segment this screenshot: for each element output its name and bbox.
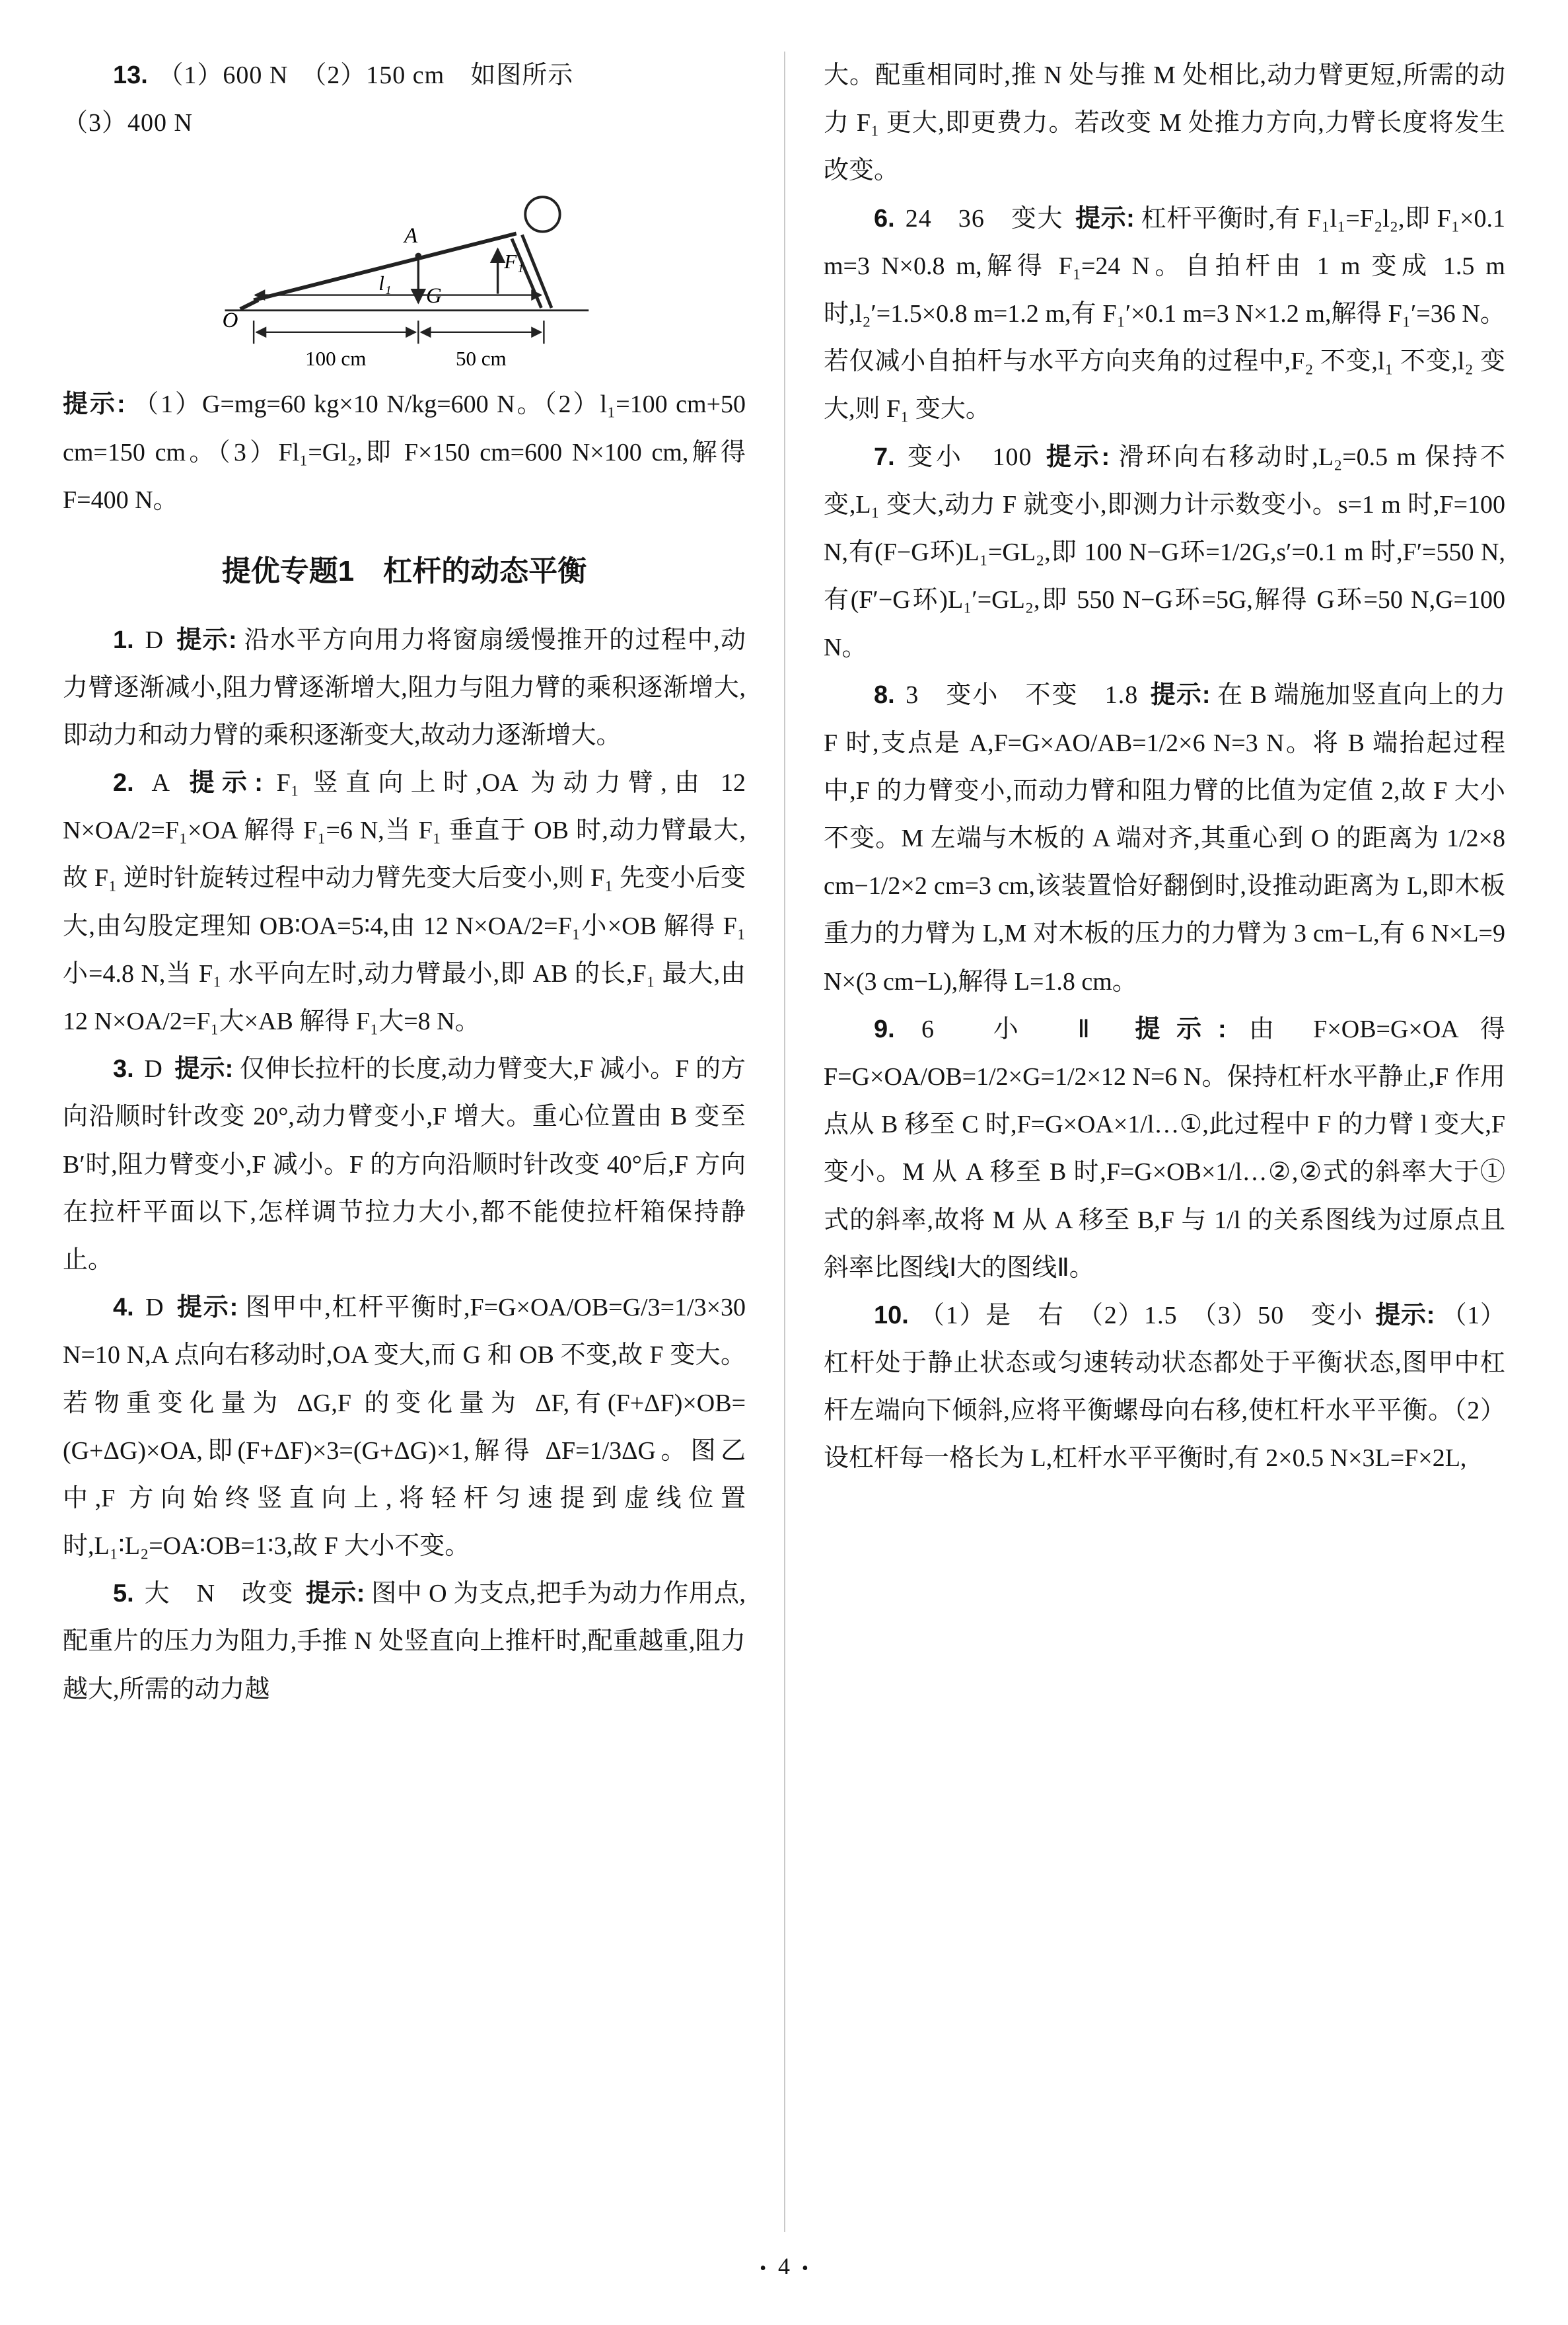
item-number: 13.	[113, 61, 148, 89]
item-number: 2.	[113, 769, 134, 797]
hint-text: 杠杆平衡时,有 F₁l₁=F₂l₂,即 F₁×0.1 m=3 N×0.8 m,解得 F₁=24 N。自拍杆由 1 m 变成 1.5 m 时,l₂′=1.5×0.8 m=1.2 m,有 F₁′×0.1 m=3 N×1.2 m,解得 F₁′=36 N。若仅减小自拍杆与水平方向夹角的过程中,F₂ 不变,l₁ 不变,l₂ 变大,则 F₁ 变大。	[824, 204, 1505, 424]
person-head	[525, 198, 559, 232]
label-G: G	[425, 284, 442, 309]
label-A: A	[404, 224, 418, 248]
hint-text: 图甲中,杠杆平衡时,F=G×OA/OB=G/3=1/3×30 N=10 N,A 点向右移动时,OA 变大,而 G 和 OB 不变,故 F 变大。若物重变化量为 ΔG,F 的变化量为 ΔF,有(F+ΔF)×OB=(G+ΔG)×OA,即(F+ΔF)×3=(G+ΔG)×1,解得 ΔF=1/3ΔG。图乙中,F 方向始终竖直向上,将轻杆匀速提到虚线位置时,L₁∶L₂=OA∶OB=1∶3,故 F 大小不变。	[63, 1294, 746, 1561]
page-content	[63, 52, 1505, 2232]
hint-text: （1）G=mg=60 kg×10 N/kg=600 N。（2）l₁=100 cm+50 cm=150 cm。（3）Fl₁=Gl₂,即 F×150 cm=600 N×100 cm,解得 F=400 N。	[63, 390, 746, 514]
hint-text: 图中 O 为支点,把手为动力作用点,配重片的压力为阻力,手推 N 处竖直向上推杆时,配重越重,阻力越大,所需的动力越	[63, 1580, 746, 1703]
answer-item-10	[824, 1292, 1505, 1483]
answer-item-4	[63, 1284, 746, 1570]
label-F1: F₁	[504, 250, 524, 274]
person-foot	[240, 301, 258, 310]
item-number: 1.	[113, 626, 134, 654]
section-title: 提优专题1 杠杆的动态平衡	[221, 554, 587, 587]
footer-left-dot: •	[760, 2258, 766, 2279]
hint-label: 提示:	[1075, 204, 1135, 233]
answer-item-5	[63, 1570, 746, 1713]
item-13-hint	[63, 381, 746, 524]
hint-label: 提示:	[63, 390, 125, 419]
label-O: O	[222, 309, 238, 333]
answer-item-1	[63, 616, 746, 760]
hint-text: 仅伸长拉杆的长度,动力臂变大,F 减小。F 的方向沿顺时针改变 20°,动力臂变小,F 增大。重心位置由 B 变至 B′时,阻力臂变小,F 减小。F 的方向沿顺时针改变 40°后,F 方向在拉杆平面以下,怎样调节拉力大小,都不能使拉杆箱保持静止。	[63, 1055, 746, 1274]
pushup-lever-diagram	[193, 156, 616, 374]
hint-label: 提示:	[1375, 1301, 1435, 1329]
point-A-dot	[415, 253, 421, 260]
hint-text: 由 F×OB=G×OA 得 F=G×OA/OB=1/2×G=1/2×12 N=6 N。保持杠杆水平静止,F 作用点从 B 移至 C 时,F=G×OA×1/l…①,此过程中 F 的力臂 l 变大,F 变小。M 从 A 移至 B 时,F=G×OB×1/l…②,②式的斜率大于①式的斜率,故将 M 从 A 移至 B,F 与 1/l 的关系图线为过原点且斜率比图线Ⅰ大的图线Ⅱ。	[824, 1015, 1505, 1282]
hint-text: 沿水平方向用力将窗扇缓慢推开的过程中,动力臂逐渐减小,阻力臂逐渐增大,阻力与阻力臂的乘积逐渐增大,即动力和动力臂的乘积逐渐变大,故动力逐渐增大。	[63, 626, 746, 749]
answer-item-3	[63, 1045, 746, 1284]
figure-pushup-lever	[63, 156, 746, 374]
hint-label: 提示:	[305, 1580, 365, 1608]
footer-right-dot: •	[802, 2258, 808, 2279]
item-answer: 3 变小 不变 1.8	[906, 681, 1139, 710]
item-answer: D	[145, 1294, 164, 1322]
hint-label: 提示:	[1046, 443, 1110, 471]
item-answer-line2: （3）400 N	[63, 109, 193, 137]
item-number: 7.	[874, 443, 895, 471]
left-column	[63, 52, 784, 2232]
hint-label: 提示:	[1150, 681, 1211, 710]
item-answer: 24 36 变大	[905, 204, 1064, 233]
item-number: 9.	[874, 1015, 895, 1043]
answer-item-8	[824, 671, 1505, 1005]
label-50cm: 50 cm	[456, 347, 507, 371]
item-answer: 变小 100	[908, 443, 1032, 471]
item-number: 6.	[874, 204, 895, 233]
item-answer: A	[151, 769, 170, 797]
hint-text: （1）杠杆处于静止状态或匀速转动状态都处于平衡状态,图甲中杠杆左端向下倾斜,应将平衡螺母向右移,使杠杆水平平衡。（2）设杠杆每一格长为 L,杠杆水平平衡时,有 2×0.5 N×3L=F×2L,	[824, 1301, 1506, 1473]
item-number: 10.	[874, 1301, 909, 1329]
label-l1: l₁	[378, 272, 392, 295]
hint-label: 提示:	[174, 1055, 234, 1084]
answer-item-6	[824, 195, 1505, 433]
item-number: 3.	[113, 1055, 134, 1084]
item-answer: （1）是 右 （2）1.5 （3）50 变小	[919, 1301, 1364, 1329]
item-number: 4.	[113, 1294, 134, 1322]
answer-item-13	[63, 52, 746, 147]
item-number: 5.	[113, 1580, 134, 1608]
page-footer	[0, 2252, 1568, 2280]
item-5-continuation: 大。配重相同时,推 N 处与推 M 处相比,动力臂更短,所需的动力 F₁ 更大,即更费力。若改变 M 处推力方向,力臂长度将发生改变。	[824, 61, 1505, 185]
hint-label: 提示:	[189, 769, 263, 797]
item-answer: D	[144, 1055, 163, 1084]
page-number: 4	[778, 2253, 790, 2279]
answer-item-9	[824, 1006, 1505, 1292]
item-answer: （1）600 N （2）150 cm 如图所示	[158, 61, 574, 89]
label-100cm: 100 cm	[305, 347, 367, 371]
right-column	[784, 52, 1505, 2232]
item-answer: D	[145, 626, 164, 654]
hint-label: 提示:	[1135, 1015, 1227, 1043]
hint-text: 滑环向右移动时,L₂=0.5 m 保持不变,L₁ 变大,动力 F 就变小,即测力计示数变小。s=1 m 时,F=100 N,有(F−G环)L₁=GL₂,即 100 N−G环=1/2G,s′=0.1 m 时,F′=550 N,有(F′−G环)L₁′=GL₂,即 550 N−G环=5G,解得 G环=50 N,G=100 N。	[824, 443, 1506, 662]
answer-item-7	[824, 433, 1505, 672]
hint-text: F₁ 竖直向上时,OA 为动力臂,由 12 N×OA/2=F₁×OA 解得 F₁=6 N,当 F₁ 垂直于 OB 时,动力臂最大,故 F₁ 逆时针旋转过程中动力臂先变大后变小,则 F₁ 先变小后变大,由勾股定理知 OB∶OA=5∶4,由 12 N×OA/2=F₁小×OB 解得 F₁小=4.8 N,当 F₁ 水平向左时,动力臂最小,即 AB 的长,F₁ 最大,由 12 N×OA/2=F₁大×AB 解得 F₁大=8 N。	[63, 769, 746, 1036]
hint-label: 提示:	[176, 1294, 238, 1322]
hint-label: 提示:	[176, 626, 237, 654]
answer-item-2	[63, 759, 746, 1045]
item-answer: 6 小 Ⅱ	[921, 1015, 1107, 1043]
item-answer: 大 N 改变	[144, 1580, 294, 1608]
item-number: 8.	[874, 681, 895, 710]
hint-text: 在 B 端施加竖直向上的力 F 时,支点是 A,F=G×AO/AB=1/2×6 N=3 N。将 B 端抬起过程中,F 的力臂变小,而动力臂和阻力臂的比值为定值 2,故 F 大小不变。M 左端与木板的 A 端对齐,其重心到 O 的距离为 1/2×8 cm−1/2×2 cm=3 cm,该装置恰好翻倒时,设推动距离为 L,即木板重力的力臂为 L,M 对木板的压力的力臂为 3 cm−L,有 6 N×L=9 N×(3 cm−L),解得 L=1.8 cm。	[824, 681, 1506, 996]
